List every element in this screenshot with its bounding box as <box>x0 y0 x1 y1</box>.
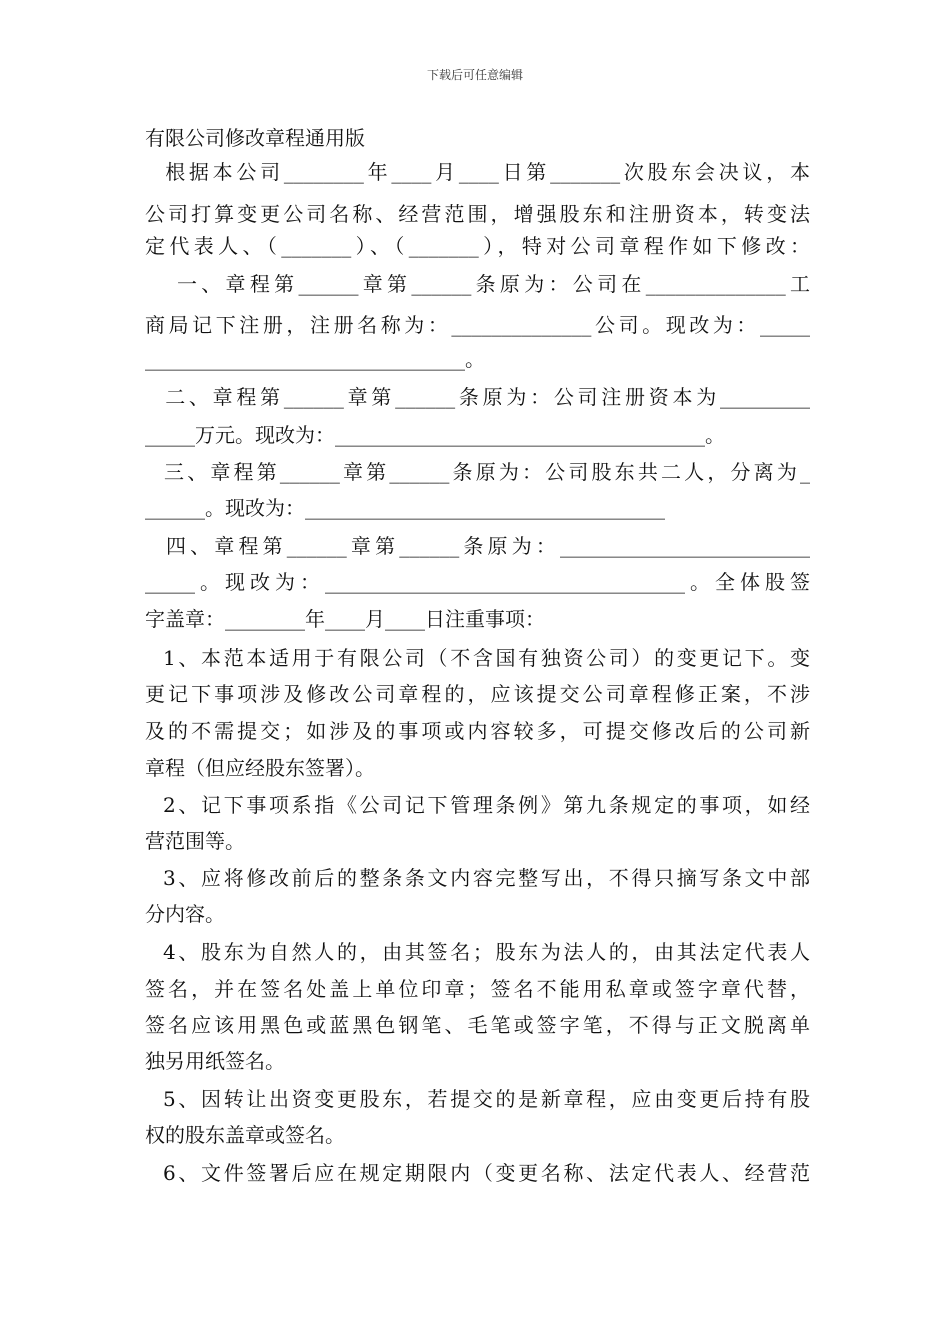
body-line: _____。现改为：____________________________________。全体股签 <box>145 570 810 594</box>
body-line: 字盖章：________年____月____日注重事项： <box>145 607 545 631</box>
body-line: 签名，并在签名处盖上单位印章；签名不能用私章或签字章代替， <box>145 977 810 1001</box>
body-line: 1、本范本适用于有限公司（不含国有独资公司）的变更记下。变 <box>145 646 810 670</box>
body-line: 4、股东为自然人的，由其签名；股东为法人的，由其法定代表人 <box>145 940 810 964</box>
body-line: 营范围等。 <box>145 829 245 853</box>
body-line: 分内容。 <box>145 902 225 926</box>
body-line: 更记下事项涉及修改公司章程的，应该提交公司章程修正案，不涉 <box>145 682 810 706</box>
body-line: 公司打算变更公司名称、经营范围，增强股东和注册资本，转变法 <box>145 202 810 226</box>
body-line: 及的不需提交；如涉及的事项或内容较多，可提交修改后的公司新 <box>145 719 810 743</box>
body-line: 签名应该用黑色或蓝黑色钢笔、毛笔或签字笔，不得与正文脱离单 <box>145 1013 810 1037</box>
body-line: 定代表人、（_______）、（_______），特对公司章程作如下修改： <box>145 234 810 258</box>
body-line: ________________________________。 <box>145 347 485 371</box>
body-line: 5、因转让出资变更股东，若提交的是新章程，应由变更后持有股 <box>145 1087 810 1111</box>
body-line: 3、应将修改前后的整条条文内容完整写出，不得只摘写条文中部 <box>145 866 810 890</box>
body-line: 2、记下事项系指《公司记下管理条例》第九条规定的事项，如经 <box>145 793 810 817</box>
body-line: 章程（但应经股东签署）。 <box>145 756 375 780</box>
body-line: 独另用纸签名。 <box>145 1049 285 1073</box>
document-title: 有限公司修改章程通用版 <box>145 126 365 150</box>
body-line: 四、章程第______章第______条原为：_________________________ <box>145 534 810 558</box>
body-line: 权的股东盖章或签名。 <box>145 1123 345 1147</box>
body-line: 商局记下注册，注册名称为：______________公司。现改为：_____ <box>145 313 810 337</box>
body-line: 6、文件签署后应在规定期限内（变更名称、法定代表人、经营范 <box>145 1161 810 1185</box>
body-line: _____万元。现改为：_____________________________________。 <box>145 423 725 447</box>
body-line: 二、章程第______章第______条原为：公司注册资本为_________ <box>145 385 810 409</box>
body-line: 三、章程第______章第______条原为：公司股东共二人，分离为_ <box>145 460 810 484</box>
body-line: ______。现改为：____________________________________ <box>145 496 665 520</box>
page-header-note: 下载后可任意编辑 <box>426 68 523 82</box>
body-line: 根据本公司________年____月____日第_______次股东会决议，本 <box>145 160 810 184</box>
body-line: 一、章程第______章第______条原为：公司在______________工 <box>145 272 810 296</box>
